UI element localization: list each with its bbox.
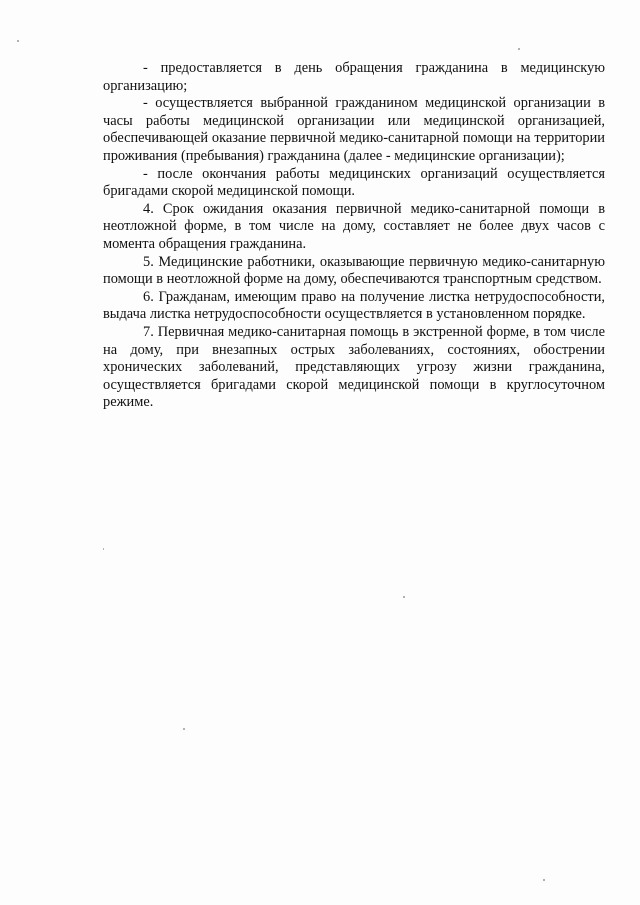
paragraph-item-7: 7. Первичная медико-санитарная помощь в экстренной форме, в том числе на дому, при внезапных острых заболеваниях, состояниях, обострении хронических заболеваний, представляющих угрозу жизни гражданина, осуществляется бригадами скорой медицинской помощи в круглосуточном режиме.	[103, 323, 605, 411]
scan-speck	[518, 48, 520, 50]
paragraph-chosen-organization: - осуществляется выбранной гражданином медицинской организации в часы работы медицинской организации или медицинской организацией, обеспечивающей оказание первичной медико-санитарной помощи на территории проживания (пребывания) гражданина (далее - медицинские организации);	[103, 95, 605, 164]
scan-speck	[103, 548, 104, 550]
paragraph-same-day: - предоставляется в день обращения гражданина в медицинскую организацию;	[103, 60, 605, 94]
paragraph-item-4: 4. Срок ожидания оказания первичной медико-санитарной помощи в неотложной форме, в том числе на дому, составляет не более двух часов с момента обращения гражданина.	[103, 200, 605, 252]
document-body	[103, 60, 605, 412]
scan-speck	[183, 728, 185, 730]
scan-speck	[17, 40, 19, 42]
paragraph-after-hours: - после окончания работы медицинских организаций осуществляется бригадами скорой медицинской помощи.	[103, 165, 605, 200]
paragraph-item-5: 5. Медицинские работники, оказывающие первичную медико-санитарную помощи в неотложной форме на дому, обеспечиваются транспортным средством.	[103, 253, 605, 288]
paragraph-item-6: 6. Гражданам, имеющим право на получение листка нетрудоспособности, выдача листка нетрудоспособности осуществляется в установленном порядке.	[103, 288, 605, 323]
scan-speck	[543, 879, 545, 881]
scan-speck	[403, 596, 405, 598]
